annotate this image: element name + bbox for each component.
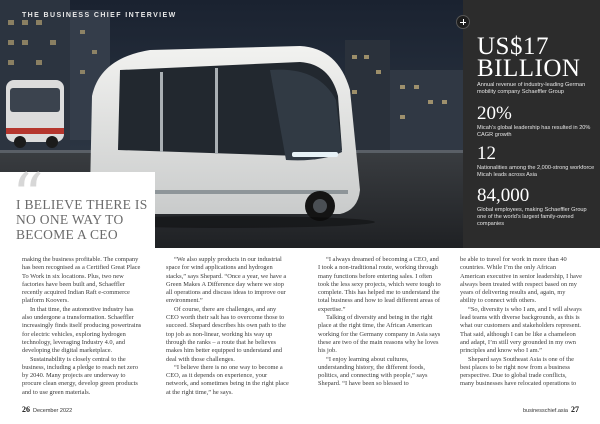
site-name: businesschief.asia xyxy=(523,408,568,414)
quote-mark-icon: “ xyxy=(12,159,44,232)
stat-description: Micah’s global leadership has resulted in 20% CAGR growth xyxy=(477,125,591,138)
plus-icon xyxy=(456,15,470,29)
paragraph: Shepard says Southeast Asia is one of the best places to be right now from a business perspective. Due to global trade conflicts, many businesses have relocated operations to xyxy=(460,355,577,388)
stat-value: 20% xyxy=(477,103,512,124)
paragraph: be able to travel for work in more than 40 countries. While I’m the only African American executive in senior leadership, I have always been treated with respect based on my years of delivering results and, again, my ability to connect with others. xyxy=(460,256,582,305)
paragraph: In that time, the automotive industry has also undergone a transformation. Schaeffler increasingly finds itself producing powertrains for electric vehicles, exploring hydrogen technology, leveraging Industry 4.0, and developing the digital marketplace. xyxy=(22,305,142,355)
stats-sidebar xyxy=(463,0,600,248)
running-head: THE BUSINESS CHIEF INTERVIEW xyxy=(22,12,177,19)
column-1 xyxy=(22,256,144,397)
stat-revenue xyxy=(477,33,595,96)
folio-right xyxy=(523,405,579,414)
column-3 xyxy=(318,256,442,389)
stat-description: Annual revenue of industry-leading German mobility company Schaeffler Group xyxy=(477,82,586,95)
stat-employees xyxy=(477,186,595,228)
paragraph: “I always dreamed of becoming a CEO, and I took a non-traditional route, working through many functions before entering sales. I often took the less sexy projects, which were tough to complete. This has helped me to understand the total business and how to lead different areas of expertise.” xyxy=(318,256,441,313)
stat-value: 84,000 xyxy=(477,185,530,206)
paragraph: Sustainability is closely central to the business, including a pledge to reach net zero by 2040. Many projects are underway to procure clean energy, develop green products and to use green materials. xyxy=(22,355,139,396)
stat-value: US$17 BILLION xyxy=(477,33,581,82)
stat-description: Nationalities among the 2,000-strong workforce Micah leads across Asia xyxy=(477,165,595,178)
stat-nationalities xyxy=(477,144,595,179)
paragraph: making the business profitable. The company has been recognised as a Certified Great Place To Work in six locations. Plus, two new factories have been built and, Schaeffler recently acquired Indian Raft e-commerce platform Koovers. xyxy=(22,256,141,305)
paragraph: “So, diversity is who I am, and I will always lead teams with diverse backgrounds, as this is what our customers and stakeholders represent. That said, although I can be like a chameleon and adapt, I’m still very grounded in my own principles and know who I am.” xyxy=(460,305,582,355)
folio-left xyxy=(22,405,72,414)
paragraph: Of course, there are challenges, and any CEO worth their salt has to overcome those to succeed. Shepard describes his own path to the top job as non-linear, working his way up through the ranks – a route that he believes makes him better equipped to understand and deal with those challenges. xyxy=(166,305,286,363)
paragraph: “I enjoy learning about cultures, understanding history, the different foods, politics, and connecting with people,” says Shepard. “I have been so blessed to xyxy=(318,355,428,388)
page-number-right: 27 xyxy=(570,405,579,414)
paragraph: “We also supply products in our industrial space for wind applications and hydrogen stacks,” says Shepard. “Once a year, we have a Green Makes A Difference day where we stop all operations and discuss ideas to improve our environment.” xyxy=(166,256,287,305)
column-2 xyxy=(166,256,290,397)
column-4 xyxy=(460,256,582,389)
stat-description: Global employees, making Schaeffler Group one of the world’s largest family-owned companies xyxy=(477,207,587,227)
stat-growth xyxy=(477,104,595,139)
issue-date: December 2022 xyxy=(33,408,73,414)
pull-quote: I BELIEVE THERE IS NO ONE WAY TO BECOME A CEO xyxy=(16,197,148,242)
page-number-left: 26 xyxy=(22,405,30,414)
paragraph: Talking of diversity and being in the right place at the right time, the African American working for the Germany company in Asia says these are two of the main reasons why he loves his job. xyxy=(318,314,441,355)
stat-value: 12 xyxy=(477,143,496,164)
paragraph: “I believe there is no one way to become a CEO, as it depends on experience, your network, and sometimes being in the right place at the right time,” he says. xyxy=(166,363,289,396)
